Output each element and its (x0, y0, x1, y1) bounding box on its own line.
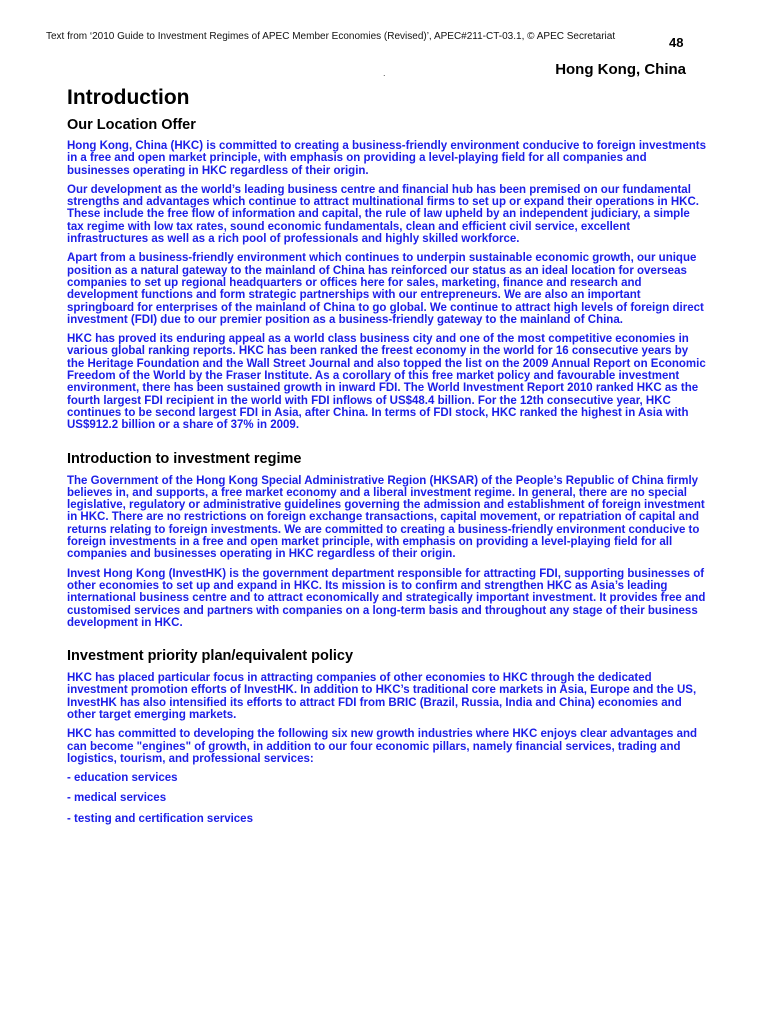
page-number: 48 (669, 35, 684, 50)
source-note: Text from ‘2010 Guide to Investment Regimes of APEC Member Economies (Revised)’, APEC#211-CT-03.1, © APEC Secretariat (46, 31, 616, 42)
paragraph: Invest Hong Kong (InvestHK) is the government department responsible for attracting FDI, supporting businesses of other economies to set up and expand in HKC. Its mission is to confirm and strengthen HKC as Asia’s leading international business centre and to attract economically and strategically important investment. It provides free and customised services and partners with companies on a long-term basis and throughout any stage of their business development in HKC. (67, 567, 706, 629)
paragraph: Apart from a business-friendly environment which continues to underpin sustainable economic growth, our unique position as a natural gateway to the mainland of China has reinforced our status as an ideal location for overseas companies to set up regional headquarters or offices here for sales, marketing, finance and research and development functions and form strategic partnerships with our entrepreneurs. We are also an important springboard for enterprises of the mainland of China to go global. We continue to attract high levels of foreign direct investment (FDI) due to our premier position as a business-friendly gateway to the mainland of China. (67, 252, 704, 326)
section-heading-investment-regime: Introduction to investment regime (67, 450, 302, 467)
list-item: - medical services (67, 792, 167, 805)
paragraph: Hong Kong, China (HKC) is committed to creating a business-friendly environment conducive to foreign investments in a free and open market principle, with emphasis on providing a level-playing field for all companies and businesses operating in HKC regardless of their origin. (67, 140, 706, 177)
list-item: - education services (67, 772, 178, 785)
stray-dot: . (383, 68, 386, 78)
section-heading-priority-plan: Investment priority plan/equivalent policy (67, 648, 354, 665)
economy-name: Hong Kong, China (555, 61, 686, 78)
paragraph: The Government of the Hong Kong Special Administrative Region (HKSAR) of the People’s Republic of China firmly believes in, and supports, a free market economy and a liberal investment regime. In general, there are no special legislative, regulatory or administrative guidelines governing the admission and establishment of foreign investment in HKC. There are no restrictions on foreign exchange transactions, capital movement, or repatriation of capital and returns relating to foreign investments. We are committed to creating a business-friendly environment conducive to foreign investments in a free and open market principle, with emphasis on providing a level-playing field for all companies and businesses operating in HKC regardless of their origin. (67, 474, 705, 561)
document-body (67, 84, 707, 833)
paragraph: Our development as the world’s leading business centre and financial hub has been premised on our fundamental strengths and advantages which continue to attract multinational firms to set up or expand their operations in HKC. These include the free flow of information and capital, the rule of law upheld by an independent judiciary, a simple tax regime with low tax rates, sound economic fundamentals, clean and efficient civil service, excellent infrastructures as well as a rich pool of professionals and highly skilled workforce. (67, 183, 699, 246)
paragraph: HKC has committed to developing the following six new growth industries where HKC enjoys clear advantages and can become "engines" of growth, in addition to our four economic pillars, namely financial services, trading and logistics, tourism, and professional services: (67, 728, 698, 765)
list-item: - testing and certification services (67, 812, 253, 825)
page-title: Introduction (67, 86, 190, 109)
paragraph: HKC has proved its enduring appeal as a world class business city and one of the most competitive economies in various global ranking reports. HKC has been ranked the freest economy in the world for 16 consecutive years by the Heritage Foundation and the Wall Street Journal and also topped the list on the 2009 Annual Report on Economic Freedom of the World by the Fraser Institute. As a corollary of this free market policy and favourable investment environment, there has been sustained growth in inward FDI. The World Investment Report 2010 ranked HKC as the fourth largest FDI recipient in the world with FDI inflows of US$48.4 billion. For the 12th consecutive year, HKC continues to be second largest FDI in Asia, after China. In terms of FDI stock, HKC ranked the highest in Asia with US$912.2 billion or a share of 37% in 2009. (67, 333, 706, 432)
paragraph: HKC has placed particular focus in attracting companies of other economies to HKC through the dedicated investment promotion efforts of InvestHK. In addition to HKC’s traditional core markets in Asia, Europe and the US, InvestHK has also intensified its efforts to attract FDI from BRIC (Brazil, Russia, India and China) economies and other target emerging markets. (67, 672, 697, 721)
section-heading-location-offer: Our Location Offer (67, 117, 196, 133)
